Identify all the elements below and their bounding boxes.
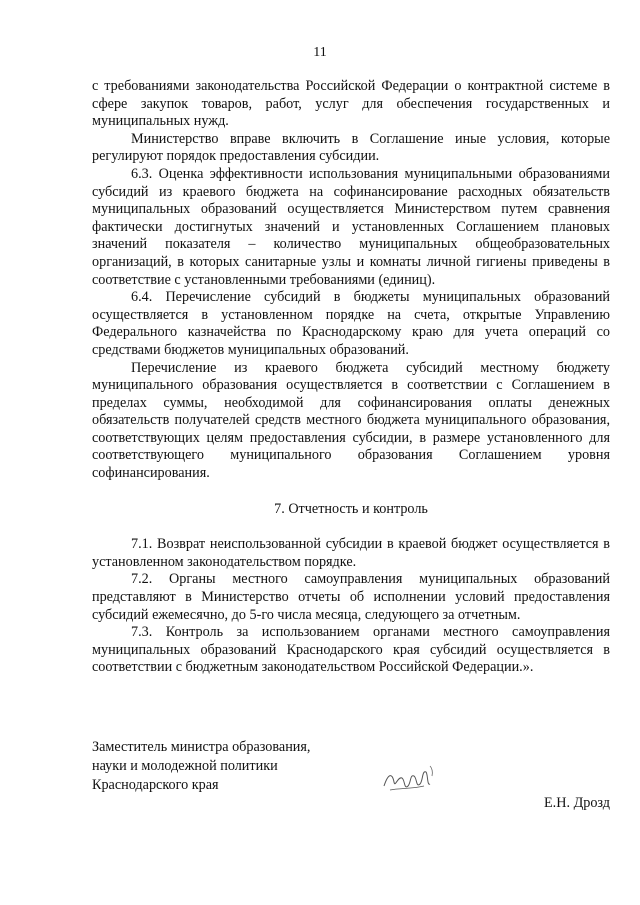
paragraph-ministry-conditions: Министерство вправе включить в Соглашение иные условия, которые регулируют порядок предоставления субсидии. [92,130,610,165]
handwritten-signature [380,756,440,800]
page-number: 11 [313,45,327,60]
signatory-position [92,738,310,795]
paragraph-6-3: 6.3. Оценка эффективности использования муниципальными образованиями субсидий из краевого бюджета на софинансирование расходных обязательств муниципальных образований осуществляется Министерством путем сравнения фактически достигнутых значений и установленных Соглашением плановых значений показателя – количество муниципальных общеобразовательных организаций, в которых санитарные узлы и комнаты личной гигиены приведены в соответствие с установленными требованиями (единиц). [92,165,610,288]
paragraph-7-2: 7.2. Органы местного самоуправления муниципальных образований представляют в Министерство отчеты об исполнении условий предоставления субсидий ежемесячно, до 5-го числа месяца, следующего за отчетным. [92,571,610,623]
paragraph-7-1: 7.1. Возврат неиспользованной субсидии в краевой бюджет осуществляется в установленном законодательством порядке. [92,536,610,570]
signatory-name: Е.Н. Дрозд [544,795,610,811]
signatory-position-line: науки и молодежной политики [92,758,278,774]
paragraph-6-4: 6.4. Перечисление субсидий в бюджеты муниципальных образований осуществляется в установленном порядке на счета, открытые Управлению Федерального казначейства по Краснодарскому краю для учета операций со средствами бюджетов муниципальных образований. [92,289,610,358]
paragraph-transfer: Перечисление из краевого бюджета субсидий местному бюджету муниципального образования осуществляется в соответствии с Соглашением в пределах суммы, необходимой для софинансирования оплаты денежных обязательств получателей средств местного бюджета муниципального образования, соответствующих целям предоставления субсидии, в размере установленного для соответствующего муниципального образования Соглашением уровня софинансирования. [92,359,610,482]
signatory-position-line: Заместитель министра образования, [92,739,311,755]
section-heading-7: 7. Отчетность и контроль [274,500,428,517]
signatory-position-line: Краснодарского края [92,777,219,793]
document-body [92,78,610,677]
paragraph-continuation: с требованиями законодательства Российской Федерации о контрактной системе в сфере закупок товаров, работ, услуг для обеспечения государственных и муниципальных нужд. [92,78,610,130]
paragraph-7-3: 7.3. Контроль за использованием органами местного самоуправления муниципальных образований Краснодарского края субсидий осуществляется в соответствии с бюджетным законодательством Российской Федерации.». [92,624,610,676]
